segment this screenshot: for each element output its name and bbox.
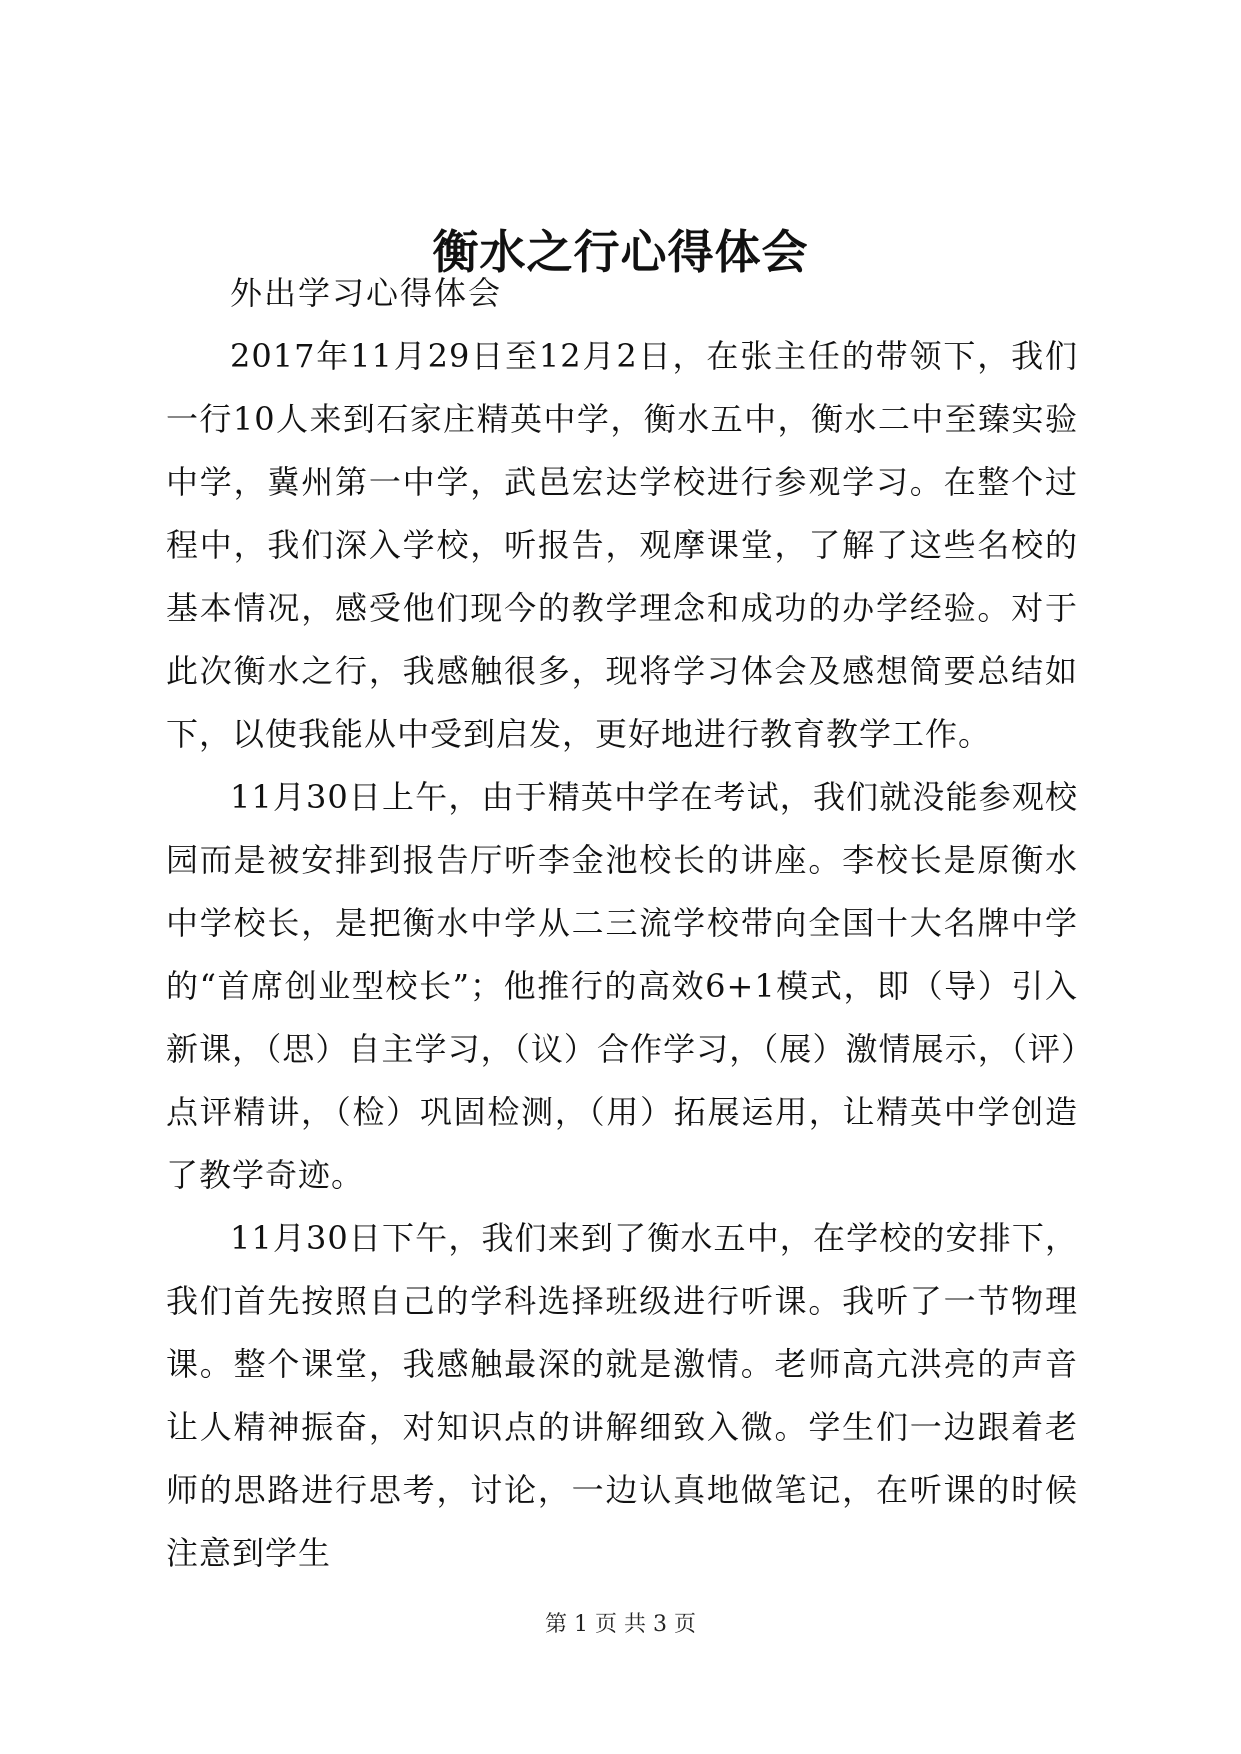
body-paragraph: 11月30日上午，由于精英中学在考试，我们就没能参观校园而是被安排到报告厅听李金池校长的讲座。李校长是原衡水中学校长，是把衡水中学从二三流学校带向全国十大名牌中学的“首席创业型校长”；他推行的高效6+1模式，即（导）引入新课，（思）自主学习，（议）合作学习，（展）激情展示，（评）点评精讲，（检）巩固检测，（用）拓展运用，让精英中学创造了教学奇迹。	[166, 778, 1078, 1194]
body-paragraph: 2017年11月29日至12月2日，在张主任的带领下，我们一行10人来到石家庄精英中学，衡水五中，衡水二中至臻实验中学，冀州第一中学，武邑宏达学校进行参观学习。在整个过程中，我们深入学校，听报告，观摩课堂，了解了这些名校的基本情况，感受他们现今的教学理念和成功的办学经验。对于此次衡水之行，我感触很多，现将学习体会及感想简要总结如下，以使我能从中受到启发，更好地进行教育教学工作。	[166, 337, 1078, 753]
document-title: 衡水之行心得体会	[432, 225, 809, 279]
document-body	[166, 262, 1078, 1585]
page-number: 第 1 页 共 3 页	[545, 1612, 696, 1637]
subtitle-paragraph: 外出学习心得体会	[230, 274, 503, 312]
page-footer	[0, 1610, 1241, 1640]
body-paragraph: 11月30日下午，我们来到了衡水五中，在学校的安排下，我们首先按照自己的学科选择班级进行听课。我听了一节物理课。整个课堂，我感触最深的就是激情。老师高亢洪亮的声音让人精神振奋，对知识点的讲解细致入微。学生们一边跟着老师的思路进行思考，讨论，一边认真地做笔记，在听课的时候注意到学生	[166, 1219, 1078, 1572]
